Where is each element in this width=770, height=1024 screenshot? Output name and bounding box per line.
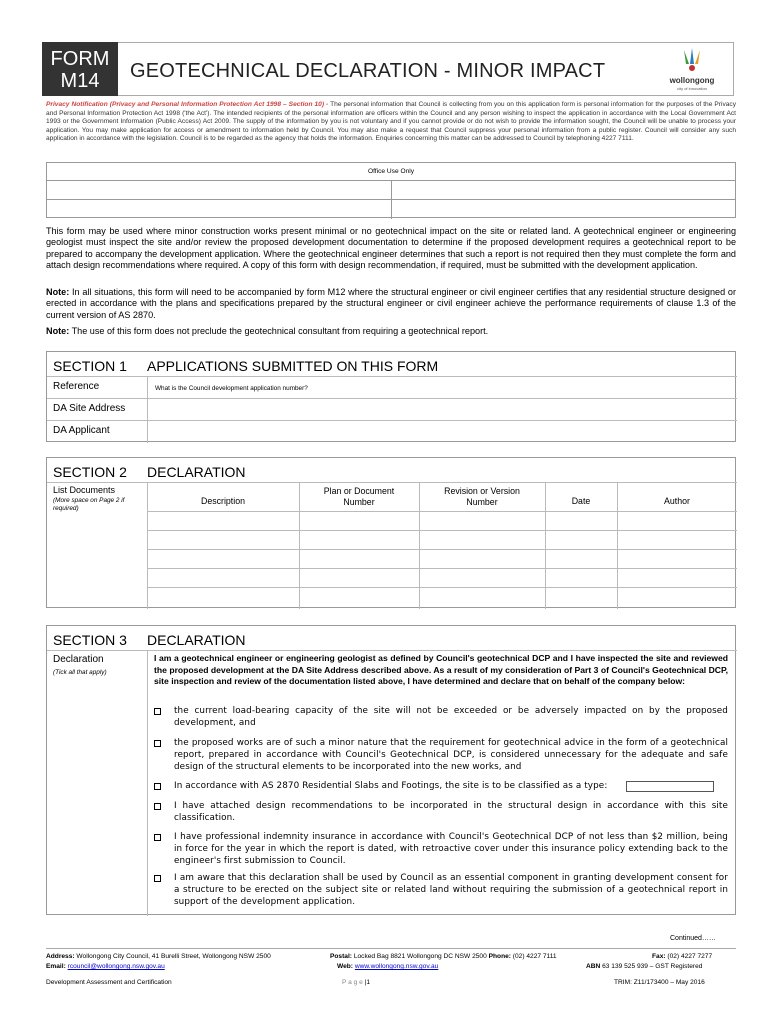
section-2 — [46, 457, 736, 608]
col-description: Description — [200, 496, 245, 506]
note-1-label: Note: — [46, 287, 70, 297]
continued-text: Continued…… — [670, 935, 716, 942]
declaration-item-3-text: In accordance with AS 2870 Residential Slabs and Footings, the site is to be classified as a type: — [174, 781, 608, 791]
abn-text: 63 139 525 939 – GST Registered — [600, 963, 703, 970]
footer-abn — [586, 962, 702, 971]
section-2-title: DECLARATION — [147, 464, 246, 480]
checkbox-1[interactable] — [154, 708, 161, 715]
note-2-label: Note: — [46, 326, 70, 336]
page-number: |1 — [362, 979, 370, 986]
section-1-title: APPLICATIONS SUBMITTED ON THIS FORM — [147, 358, 439, 374]
documents-table-body[interactable] — [148, 512, 737, 608]
address-text: Wollongong City Council, 41 Burelli Street, Wollongong NSW 2500 — [74, 953, 271, 960]
intro-paragraph: This form may be used where minor construction works present minimal or no geotechnical impact on the site or related land. A geotechnical engineer or engineering geologist must inspect the site and/or review the proposed development documentation to determine if the proposed development requires a geotechnical report to be prepared to accompany the development application. Where the geotechnical engineer determines that such a report is not required then they must complete the form and attach design recommendations where required. A copy of this form with design recommendation, if required, must be submitted with the development application. — [46, 226, 736, 271]
web-link[interactable]: www.wollongong.nsw.gov.au — [354, 963, 439, 970]
site-address-label: DA Site Address — [53, 403, 126, 414]
list-documents-sub: (More space on Page 2 if required) — [53, 497, 125, 512]
declaration-label: Declaration — [53, 654, 104, 665]
address-label: Address: — [46, 953, 75, 960]
col-revision-number: Revision or Version Number — [444, 486, 520, 507]
declaration-item-2 — [154, 738, 728, 773]
postal-label: Postal: — [330, 953, 352, 960]
checkbox-4[interactable] — [154, 803, 161, 810]
footer-email — [46, 962, 165, 971]
web-label: Web: — [337, 963, 353, 970]
site-address-input[interactable] — [148, 399, 736, 420]
checkbox-3[interactable] — [154, 783, 161, 790]
declaration-item-4-text: I have attached design recommendations to be incorporated in the structural design in accordance with this site classification. — [174, 801, 728, 823]
site-class-input[interactable] — [626, 781, 714, 792]
section-3-title: DECLARATION — [147, 632, 246, 648]
section-1 — [46, 351, 736, 442]
declaration-item-6 — [154, 873, 728, 908]
privacy-body: The personal information that Council is collecting from you on this application form is personal information for the purposes of the Privacy and Personal Information Protection Act 1998 ('the Act'). The intended recipients of the personal information are officers within the Council and any person wishing to inspect the application in accordance with the Local Government Act 1993 or the Government Information (Public Access) Act 2009. The supply of the information by you is not voluntary and if you cannot provide or do not wish to provide the information sought, the Council will be unable to process your application. You may make application for access or amendment to information held by Council. You may also make a request that Council suppress your personal information from a public register. Council will consider any such application in accordance with the legislation. Council is to be regarded as the agency that holds the information. Enquiries concerning this matter can be addressed to Council by telephoning 4227 7111. — [46, 101, 736, 143]
office-use-label: Office Use Only — [47, 163, 735, 181]
declaration-item-1-text: the current load-bearing capacity of the site will not be exceeded or be adversely impacted on by the proposed development, and — [174, 706, 728, 728]
declaration-statement: I am a geotechnical engineer or engineering geologist as defined by Council's geotechnical DCP and I have inspected the site and reviewed the proposed development at the DA Site Address described above. As a result of my consideration of Part 3 of Council's Geotechnical DCP, site inspection and review of the documentation listed above, I have determined and declare that on behalf of the company below: — [154, 653, 728, 687]
note-2 — [46, 326, 736, 337]
fax-text: (02) 4227 7277 — [665, 953, 713, 960]
col-plan-number: Plan or Document Number — [323, 486, 395, 507]
privacy-heading: Privacy Notification (Privacy and Personal Information Protection Act 1998 – Section 10) - — [46, 101, 329, 108]
section-1-number: SECTION 1 — [53, 358, 127, 374]
email-label: Email: — [46, 963, 66, 970]
phone-label: Phone: — [488, 953, 511, 960]
phone-text: (02) 4227 7111 — [510, 953, 557, 960]
applicant-label: DA Applicant — [53, 425, 110, 436]
footer-fax — [652, 952, 712, 961]
footer-postal — [330, 952, 557, 961]
col-author: Author — [664, 496, 690, 506]
declaration-item-5 — [154, 832, 728, 867]
section-3-number: SECTION 3 — [53, 632, 127, 648]
privacy-notice — [46, 101, 736, 144]
footer-trim: TRIM: Z11/173400 – May 2016 — [614, 979, 705, 986]
page-title: GEOTECHNICAL DECLARATION - MINOR IMPACT — [130, 60, 606, 82]
applicant-input[interactable] — [148, 421, 736, 442]
footer-divider — [46, 948, 736, 949]
abn-label: ABN — [586, 963, 601, 970]
declaration-item-5-text: I have professional indemnity insurance in accordance with Council's Geotechnical DCP of not less than $2 million, being in force for the year in which the report is dated, with retroactive cover under this insurance policy extending back to the engineer's first submission to Council. — [174, 832, 728, 866]
checkbox-6[interactable] — [154, 875, 161, 882]
reference-label: Reference — [53, 381, 100, 392]
fax-label: Fax: — [652, 953, 666, 960]
postal-text: Locked Bag 8821 Wollongong DC NSW 2500 — [351, 953, 487, 960]
note-1 — [46, 287, 736, 321]
form-label: FORM — [50, 48, 110, 70]
declaration-item-1 — [154, 706, 728, 730]
declaration-item-6-text: I am aware that this declaration shall be used by Council as an essential component in granting development consent for a structure to be erected on the subject site or related land without requiring the submission of a geotechnical report in support of the development application. — [174, 873, 728, 907]
declaration-sub: (Tick all that apply) — [53, 669, 107, 676]
footer-page — [342, 978, 370, 987]
declaration-item-4 — [154, 801, 728, 825]
footer-address — [46, 952, 271, 961]
form-number: M14 — [60, 70, 100, 92]
page-word: P a g e — [342, 979, 363, 986]
section-2-number: SECTION 2 — [53, 464, 127, 480]
reference-input[interactable] — [148, 377, 736, 398]
note-1-text: In all situations, this form will need to be accompanied by form M12 where the structural engineer or civil engineer certifies that any residential structure designed or erected in accordance with the plans and specifications prepared by the structural engineer or civil engineer achieve the performance requirements of clause 1.3 of the current version of AS 2870. — [46, 287, 736, 320]
footer-web — [337, 962, 438, 971]
logo-text: wollongong — [669, 76, 715, 85]
office-use-table — [46, 162, 736, 218]
reference-hint: What is the Council development application number? — [155, 385, 308, 392]
footer-department: Development Assessment and Certification — [46, 979, 172, 986]
checkbox-2[interactable] — [154, 740, 161, 747]
email-link[interactable]: rcouncil@wollongong.nsw.gov.au — [67, 963, 165, 970]
col-date: Date — [571, 496, 591, 506]
logo-subtext: city of innovation — [677, 86, 707, 91]
list-documents-label: List Documents — [53, 485, 116, 495]
checkbox-5[interactable] — [154, 834, 161, 841]
form-number-box — [42, 42, 118, 96]
note-2-text: The use of this form does not preclude the geotechnical consultant from requiring a geotechnical report. — [69, 326, 489, 336]
declaration-item-2-text: the proposed works are of such a minor nature that the requirement for geotechnical advice in the form of a geotechnical report, prepared in accordance with Council's Geotechnical DCP, is considered unnecessary for the adequate and safe design of the structural elements to be incorporated into the new works, and — [174, 738, 728, 772]
